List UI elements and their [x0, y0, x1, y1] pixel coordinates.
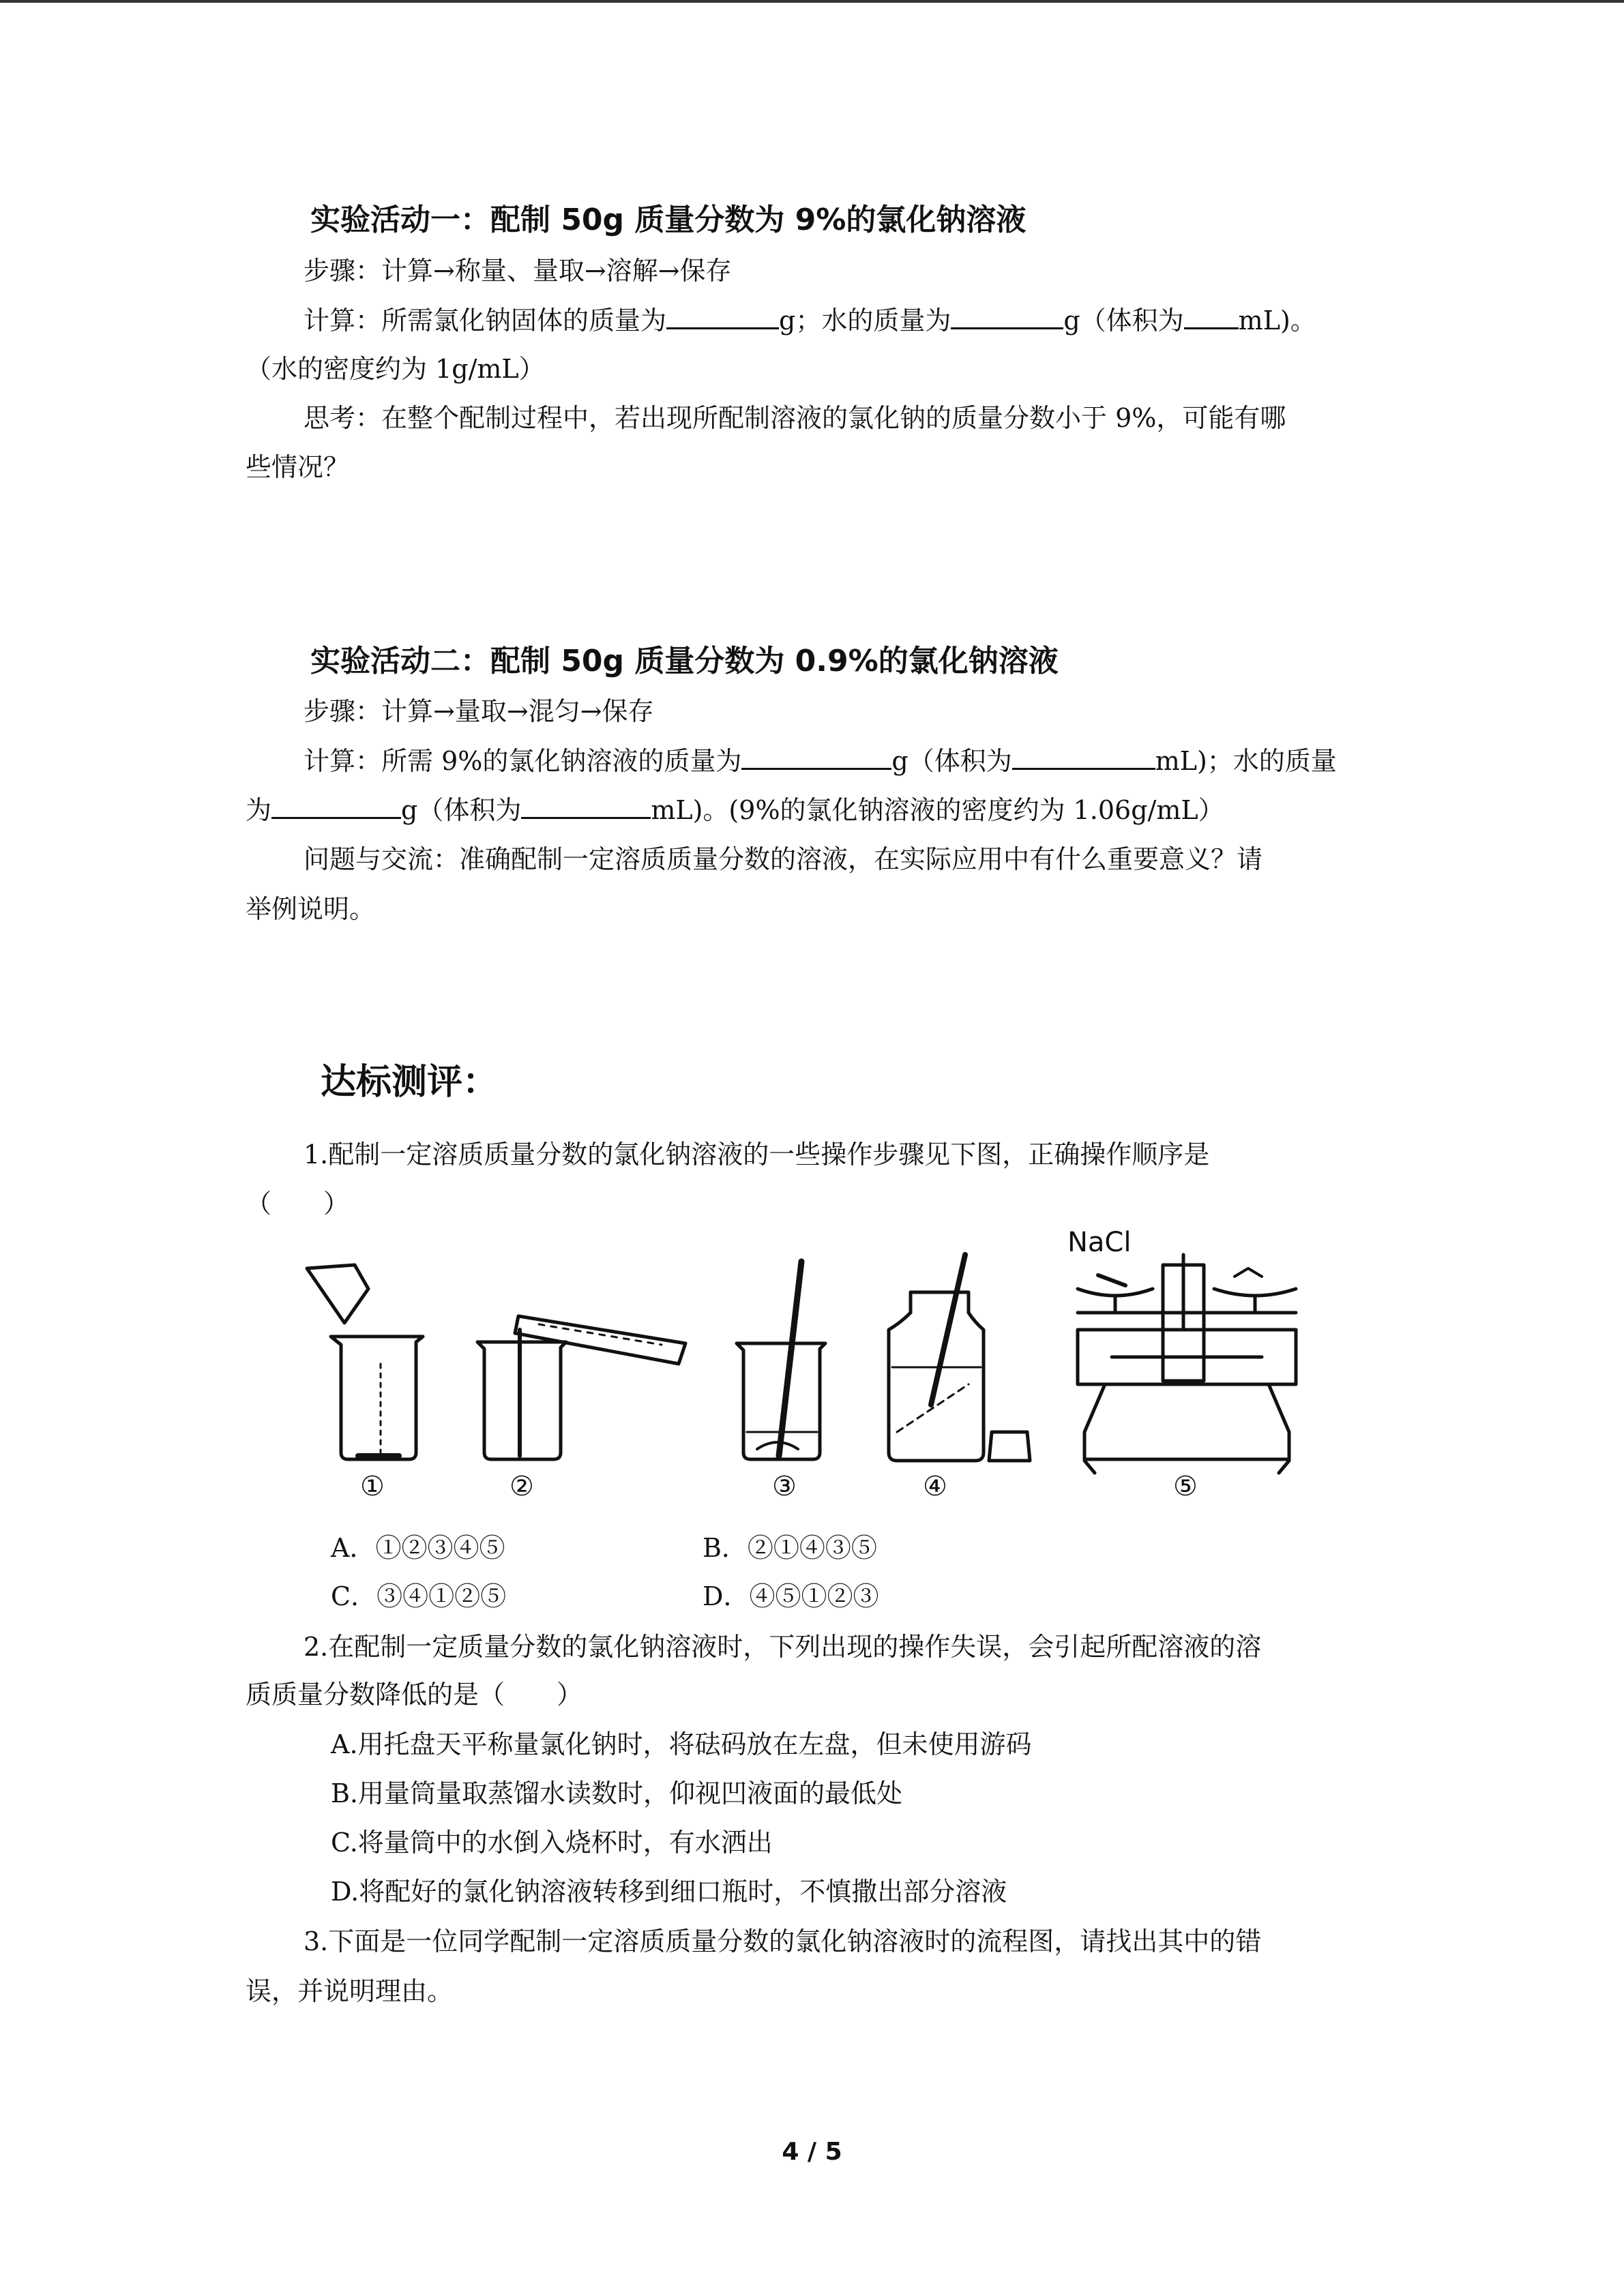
- figure-label-3: ③: [772, 1471, 797, 1502]
- activity1-title: 实验活动一：配制 50g 质量分数为 9%的氯化钠溶液: [310, 203, 1027, 237]
- blank-solution-mass: [741, 743, 891, 770]
- top-border: [0, 0, 1624, 3]
- q3-line-2: 误，并说明理由。: [246, 1976, 454, 2006]
- activity2-discuss-2: 举例说明。: [246, 894, 376, 924]
- q1-line-1: 1.配制一定溶质质量分数的氯化钠溶液的一些操作步骤见下图，正确操作顺序是: [304, 1139, 1210, 1169]
- q2-option-a: A.用托盘天平称量氯化钠时，将砝码放在左盘，但未使用游码: [331, 1729, 1032, 1759]
- q2-line-2: 质质量分数降低的是（ ）: [246, 1680, 583, 1710]
- q2-option-c: C.将量筒中的水倒入烧杯时，有水洒出: [331, 1828, 773, 1858]
- activity1-think-2: 些情况？: [246, 452, 350, 482]
- q2-line-1: 2.在配制一定质量分数的氯化钠溶液时，下列出现的操作失误，会引起所配溶液的溶: [304, 1632, 1262, 1662]
- activity1-density: （水的密度约为 1g/mL）: [246, 354, 545, 384]
- nacl-label: NaCl: [1067, 1227, 1132, 1258]
- step3-stir-icon: [737, 1262, 825, 1459]
- figure-label-4: ④: [923, 1471, 947, 1502]
- blank-water-volume: [1184, 303, 1239, 329]
- activity2-title: 实验活动二：配制 50g 质量分数为 0.9%的氯化钠溶液: [310, 644, 1059, 679]
- blank-solution-volume: [1012, 743, 1155, 770]
- figure-label-2: ②: [510, 1471, 534, 1502]
- q1-option-b: B．②①④③⑤: [703, 1533, 877, 1563]
- activity1-think-1: 思考：在整个配制过程中，若出现所配制溶液的氯化钠的质量分数小于 9%，可能有哪: [304, 403, 1286, 433]
- q2-option-d: D.将配好的氯化钠溶液转移到细口瓶时，不慎撒出部分溶液: [331, 1877, 1007, 1907]
- activity2-steps: 步骤：计算→量取→混匀→保存: [304, 696, 654, 726]
- step5-balance-icon: [1078, 1255, 1296, 1473]
- q1-option-a: A．①②③④⑤: [331, 1533, 505, 1563]
- page-number: 4 / 5: [782, 2138, 842, 2166]
- q2-option-b: B.用量筒量取蒸馏水读数时，仰视凹液面的最低处: [331, 1778, 903, 1808]
- blank-water-volume-2: [521, 792, 651, 819]
- blank-nacl-mass: [666, 303, 779, 329]
- activity1-steps: 步骤：计算→称量、量取→溶解→保存: [304, 256, 732, 286]
- activity1-calc-line: 计算：所需氯化钠固体的质量为 g；水的质量为 g（体积为 mL)。: [304, 303, 1316, 338]
- q1-option-d: D．④⑤①②③: [703, 1581, 879, 1611]
- activity2-calc-line-1: 计算：所需 9%的氯化钠溶液的质量为 g（体积为 mL)；水的质量: [304, 743, 1337, 778]
- blank-water-mass-2: [271, 792, 401, 819]
- figure-label-1: ①: [360, 1471, 385, 1502]
- q3-line-1: 3.下面是一位同学配制一定溶质质量分数的氯化钠溶液时的流程图，请找出其中的错: [304, 1926, 1262, 1956]
- step2-pour-icon: [477, 1316, 685, 1459]
- q1-option-c: C．③④①②⑤: [331, 1581, 507, 1611]
- activity2-calc-line-2: 为 g（体积为 mL)。(9%的氯化钠溶液的密度约为 1.06g/mL）: [246, 792, 1224, 827]
- q1-line-2: （ ）: [246, 1189, 350, 1219]
- activity2-discuss-1: 问题与交流：准确配制一定溶质质量分数的溶液，在实际应用中有什么重要意义？请: [304, 844, 1263, 874]
- step1-beaker-icon: [307, 1265, 423, 1459]
- step4-bottle-icon: [889, 1255, 1030, 1461]
- blank-water-mass: [951, 303, 1063, 329]
- figure-label-5: ⑤: [1173, 1471, 1198, 1502]
- experiment-steps-figure: [293, 1227, 1330, 1514]
- assessment-title: 达标测评：: [321, 1062, 499, 1103]
